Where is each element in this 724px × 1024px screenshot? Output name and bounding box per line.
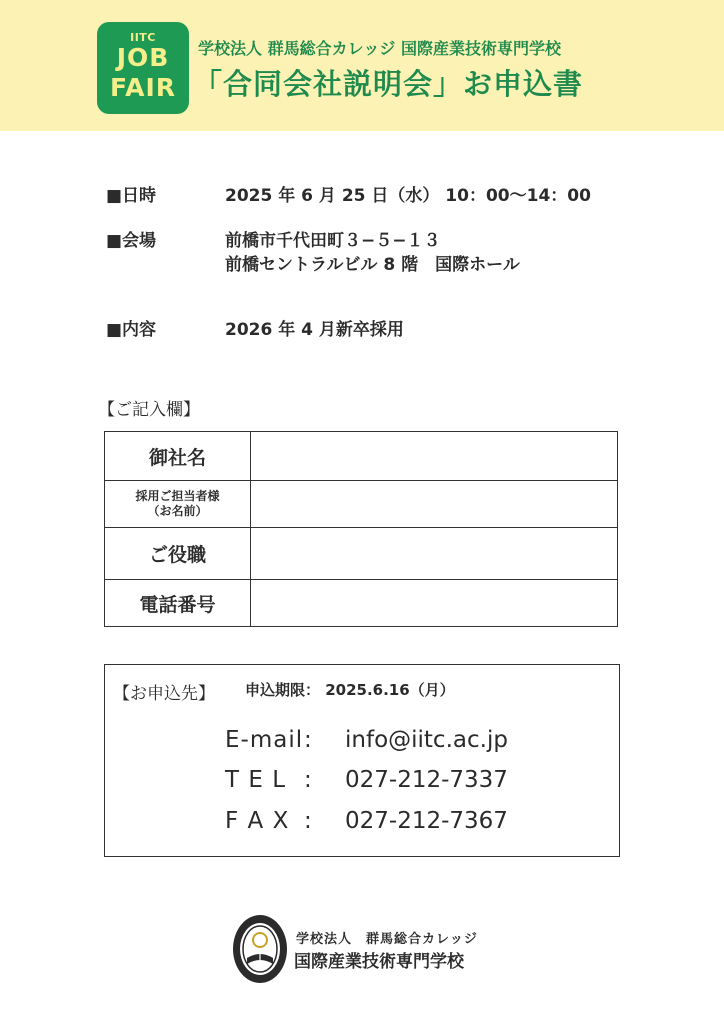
position-label: ご役職	[105, 528, 251, 579]
content-value: 2026 年 4 月新卒採用	[225, 320, 404, 340]
position-field[interactable]	[251, 528, 617, 579]
venue-building: 前橋セントラルビル 8 階 国際ホール	[225, 255, 520, 275]
school-emblem-icon	[231, 912, 289, 986]
venue-label: ■会場	[106, 231, 157, 251]
deadline-text: 申込期限： 2025.6.16（月）	[245, 681, 455, 699]
content-label: ■内容	[106, 320, 157, 340]
company-name-field[interactable]	[251, 432, 617, 480]
contact-person-field[interactable]	[251, 481, 617, 527]
logo-line1: IITC	[130, 31, 156, 44]
date-label: ■日時	[106, 186, 157, 206]
contact-box	[104, 664, 620, 857]
contact-person-label-line1: 採用ご担当者様	[135, 489, 220, 503]
footer-school-name: 国際産業技術専門学校	[294, 952, 464, 972]
tel-number[interactable]: 027-212-7337	[345, 767, 508, 793]
email-link[interactable]: info@iitc.ac.jp	[345, 727, 508, 753]
phone-field[interactable]	[251, 580, 617, 626]
fax-number: 027-212-7367	[345, 808, 508, 834]
logo-line3: FAIR	[109, 73, 177, 102]
contact-person-label	[105, 481, 251, 527]
form-row-company	[105, 432, 617, 481]
fax-colon: :	[304, 808, 312, 834]
fax-label: F A X	[225, 808, 290, 834]
header-band	[0, 0, 724, 131]
form-section-title: 【ご記入欄】	[98, 400, 200, 420]
venue-address: 前橋市千代田町３−５−１３	[225, 231, 441, 251]
tel-label: T E L	[225, 767, 287, 793]
contact-heading: 【お申込先】	[113, 684, 215, 704]
company-name-label: 御社名	[105, 432, 251, 480]
footer-corp-name: 学校法人 群馬総合カレッジ	[296, 932, 478, 947]
job-fair-logo	[97, 22, 189, 114]
page-title: 「合同会社説明会」お申込書	[193, 67, 584, 101]
email-label: E-mail	[225, 727, 304, 753]
form-row-contact-person	[105, 481, 617, 528]
date-value: 2025 年 6 月 25 日（水） 10：00〜14：00	[225, 186, 591, 206]
email-colon: :	[304, 727, 312, 753]
application-form	[104, 431, 618, 627]
form-row-phone	[105, 580, 617, 626]
form-row-position	[105, 528, 617, 580]
header-subtitle: 学校法人 群馬総合カレッジ 国際産業技術専門学校	[198, 39, 561, 58]
logo-line2: JOB	[116, 43, 170, 72]
tel-colon: :	[304, 767, 312, 793]
phone-label: 電話番号	[105, 580, 251, 626]
contact-person-label-line2: （お名前）	[147, 504, 208, 518]
